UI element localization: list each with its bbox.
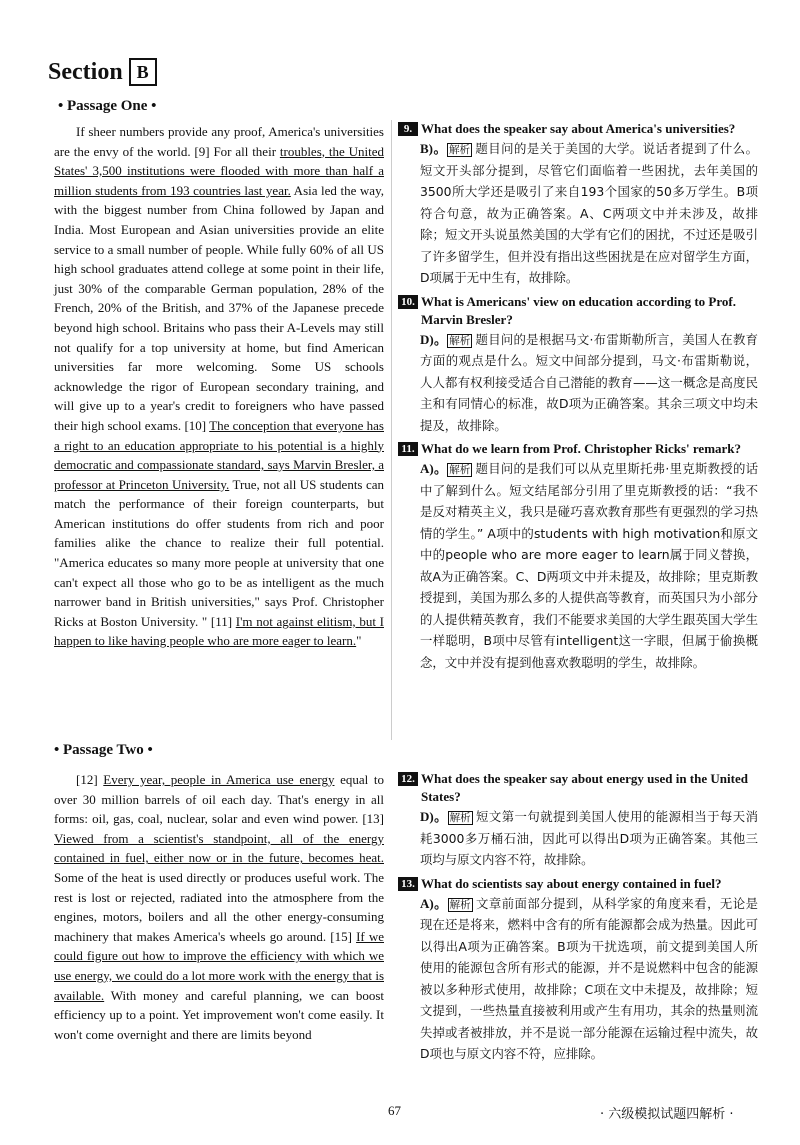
question-number: 11. [398,442,418,456]
section-letter-box: B [129,58,157,86]
running-footer: · 六级模拟试题四解析 · [600,1107,734,1122]
answer-explanation [398,458,758,673]
answer-item [398,770,758,871]
answer-letter: D)。 [420,809,448,824]
passage-two-body [54,770,384,1044]
passage-one-title: • Passage One • [58,98,157,114]
question-number: 9. [398,122,418,136]
text-segment: Some of the heat is used directly or produces useful work. The rest is lost or rejected, radiated into the atmosphere from the engines, motors, boilers and all the other energy-consuming machinery that makes America's wheels go around. [15] [54,869,384,944]
answer-item [398,120,758,289]
question [398,440,758,458]
question [398,120,758,138]
analysis-tag: 解析 [448,144,470,156]
question [398,770,758,806]
explanation-text: 题目问的是关于美国的大学。说话者提到了什么。短文开头部分提到，尽管它们面临着一些困扰，去年美国的3500所大学还是吸引了来自193个国家的50多万学生。B项符合句意，故为正确答案。A、C两项文中并未涉及，故排除；短文开头说虽然美国的大学有它们的困扰，不过还是吸引了许多留学生，但并没有指出这些困扰是在应对留学生方面，D项属于无中生有，故排除。 [420,141,758,285]
explanation-text: 文章前面部分提到，从科学家的角度来看，无论是现在还是将来，燃料中含有的所有能源都会成为热量。因此可以得出A项为正确答案。B项为干扰选项，前文提到美国人所使用的能源包含所有形式的能源，并不是说燃料中包含的能源被以多种形式使用，故排除；C项在文中未提及，故排除；短文提到，一些热量直接被利用或产生有用功，其余的热量则流失掉或者被排放，并不是说一部分能源在运输过程中流失，故D项也与原文内容不符，应排除。 [420,895,758,1061]
explanation-text: 短文第一句就提到美国人使用的能源相当于每天消耗3000多万桶石油，因此可以得出D项为正确答案。其他三项均与原文内容不符，故排除。 [420,809,758,867]
answer-letter: B)。 [420,141,447,156]
question-number: 13. [398,877,418,891]
underlined-text: Every year, people in America use energy [103,772,335,787]
text-segment: If sheer numbers provide any proof, America's universities are the envy of the world. [9] For all their [54,124,384,159]
question-text: What does the speaker say about America's universities? [421,121,736,136]
explanation-text: 题目问的是我们可以从克里斯托弗·里克斯教授的话中了解到什么。短文结尾部分引用了里克斯教授的话：“我不是反对精英主义，我只是碰巧喜欢教育那些有更强烈的学习热情的学生。” A项中的students with high motivation和原文中的people who are more eager to learn属于同义替换，故A为正确答案。C、D两项文中并未提及，故排除；里克斯教授提到，美国为那么多的人提供高等教育，而英国只为小部分的人提供精英教育，我们不能要求美国的大学生跟英国大学生一样聪明，B项中尽管有intelligent这一字眼，但属于偷换概念，文中并没有提到他喜欢教聪明的学生，故排除。 [420,461,758,670]
answer-explanation [398,329,758,437]
underlined-text: I'm not against elitism, but I happen to like having people who are more eager to learn. [54,613,384,649]
text-segment: [12] [76,772,104,787]
answer-explanation [398,138,758,289]
answers-group-one [398,120,758,677]
underlined-text: troubles, the United States' 3,500 institutions were flooded with more than half a million students from 193 countries last year. [54,143,384,198]
underlined-text: The conception that everyone has a right to an education appropriate to his potential is a highly democratic and compassionate standard, says Marvin Bresler, a professor at Princeton University. [54,417,384,492]
column-divider [391,120,392,740]
answer-item [398,875,758,1065]
passage-two-paragraph [54,770,384,1044]
text-segment: Asia led the way, with the biggest number from China followed by Japan and India. Most European and Asian universities provide an elite service to a small number of people. While fully 60% of all US high school graduates attend college at some point in their life, just 30% of the comparable German population, 28% of the French, 20% of the British, and 37% of the Japanese precede beyond high school. Britains who pass their A-Levels may still not qualify for a top university at home, but find American universities far more welcoming. Some US schools acknowledge the rigor of European secondary training, and will give up to a year's credit to foreigners who have passed their high school exams. [10] [54,182,384,433]
answer-letter: A)。 [420,895,448,911]
text-segment: " [356,633,362,649]
analysis-tag: 解析 [449,464,471,476]
question-number: 12. [398,772,418,786]
answer-letter: A)。 [420,461,448,476]
page-number: 67 [388,1103,401,1118]
answer-letter: D)。 [420,331,448,347]
question-number: 10. [398,295,418,309]
passage-two-title: • Passage Two • [54,742,153,758]
question [398,293,758,329]
text-segment: With money and careful planning, we can boost efficiency up to a point. Yet improvement won't come easily. It won't come overnight and there are limits beyond [54,987,384,1042]
passage-one-paragraph [54,122,384,651]
answer-item [398,440,758,673]
answer-explanation [398,806,758,871]
answer-item [398,293,758,437]
analysis-tag: 解析 [449,812,471,824]
text-segment: equal to over 30 million barrels of oil each day. That's energy in all forms: oil, gas, coal, nuclear, solar and even wind power. [13] [54,772,384,827]
question-text: What does the speaker say about energy used in the United States? [421,771,748,804]
text-segment: True, not all US students can match the performance of their foreign counterparts, but American institutions do offer students from rich and poor families alike the chance to realize their full potential. "America educates so many more people at university that one can't expect all those who go to be as intelligent as the much narrower band in British universities," says Prof. Christopher Ricks at Boston University. " [11] [54,476,384,629]
question-text: What do scientists say about energy contained in fuel? [421,875,722,891]
underlined-text: If we could figure out how to improve the efficiency with which we use energy, we could do a lot more work with the energy that is available. [54,928,384,1003]
section-title [48,58,157,86]
analysis-tag: 解析 [449,898,471,911]
section-label: Section [48,58,123,85]
underlined-text: Viewed from a scientist's standpoint, all of the energy contained in fuel, either now or in the future, becomes heat. [54,830,384,866]
question [398,875,758,893]
answer-explanation [398,893,758,1065]
explanation-text: 题目问的是根据马文·布雷斯勒所言，美国人在教育方面的观点是什么。短文中间部分提到，马文·布雷斯勒说，人人都有权利接受适合自己潜能的教育——这一概念是高度民主和有同情心的标准，故D项为正确答案。其余三项文中均未提及，故排除。 [420,331,758,433]
passage-one-body [54,122,384,651]
answers-group-two [398,770,758,1069]
question-text: What do we learn from Prof. Christopher Ricks' remark? [421,441,742,456]
analysis-tag: 解析 [449,334,471,347]
question-text: What is Americans' view on education according to Prof. Marvin Bresler? [421,293,736,327]
